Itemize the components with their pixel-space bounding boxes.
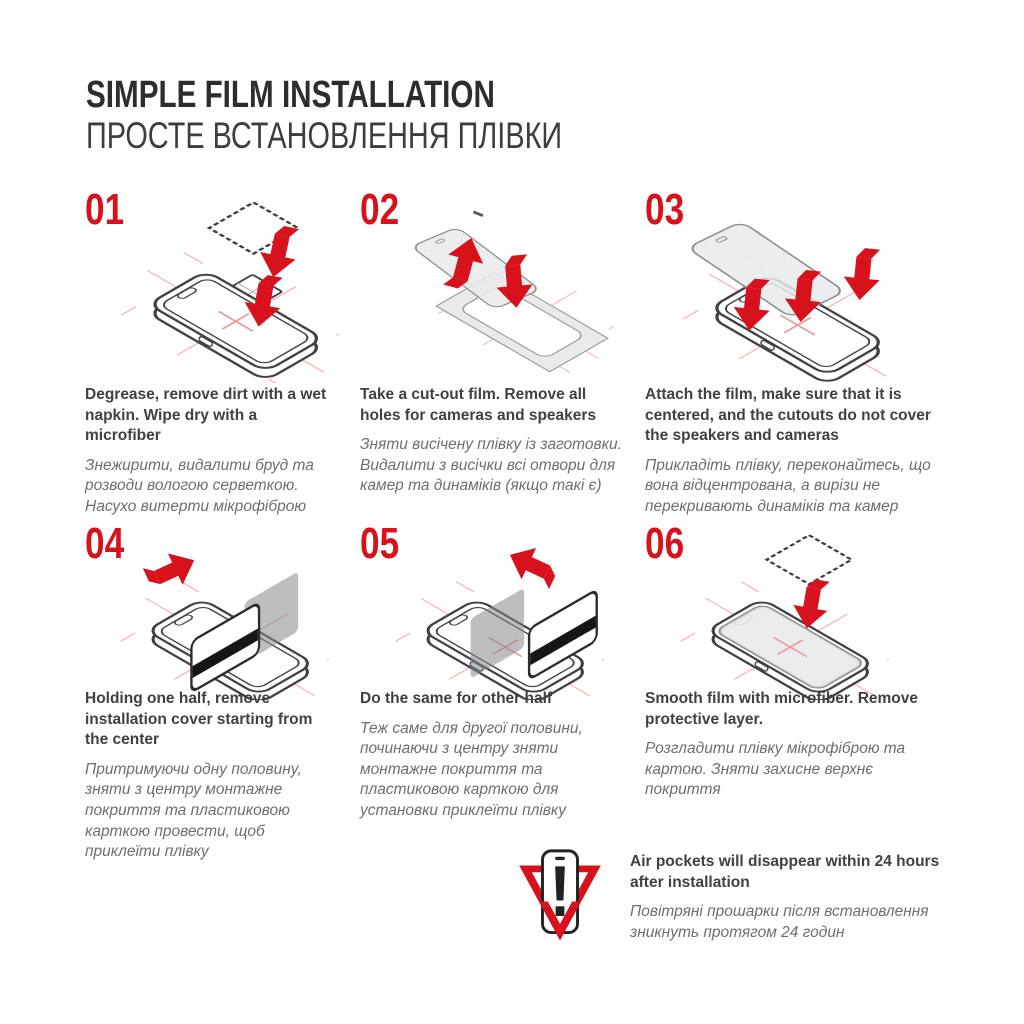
- step-instruction-uk: Притримуючи одну половину, зняти з центру монтажне покриття та пластиковою карткою провести, щоб приклеїти плівку: [85, 760, 302, 861]
- exclamation-dot: [556, 906, 565, 916]
- warning-note: [516, 846, 954, 953]
- phone-speaker: [555, 857, 565, 860]
- step-number: 01: [85, 185, 125, 234]
- step-number: 04: [85, 519, 125, 568]
- step-instruction-en: Take a cut-out film. Remove all holes for cameras and speakers: [360, 386, 597, 424]
- header: [86, 76, 696, 157]
- step-02-illustration: [386, 188, 614, 383]
- step-instruction-en: Degrease, remove dirt with a wet napkin. Wipe dry with a microfiber: [85, 386, 327, 445]
- step-instruction-uk: Знежирити, видалити бруд та розводи вологою серветкою. Насухо витерти мікрофіброю: [85, 456, 314, 516]
- step-06-illustration: [671, 522, 889, 700]
- cutout-piece: [473, 212, 483, 216]
- down-arrow-icon: [842, 246, 883, 302]
- step-05-illustration: [386, 522, 604, 700]
- step-number: 05: [360, 519, 400, 568]
- step-instruction-en: Holding one half, remove installation cover starting from the center: [85, 690, 313, 749]
- page-title: SIMPLE FILM INSTALLATION: [86, 74, 495, 116]
- step-instruction-uk: Зняти висічену плівку із заготовки. Видалити з висічки всі отвори для камер та динаміків (якщо такі є): [360, 436, 622, 495]
- step-instruction-en: Attach the film, make sure that it is centered, and the cutouts do not cover the speakers and cameras: [645, 386, 931, 445]
- step-instruction-uk: Розгладити плівку мікрофіброю та картою. Зняти захисне верхнє покриття: [645, 740, 906, 799]
- page-subtitle: ПРОСТЕ ВСТАНОВЛЕННЯ ПЛІВКИ: [86, 114, 563, 156]
- step-03-illustration: [671, 188, 899, 383]
- smartphone-icon: [148, 271, 323, 381]
- step-instruction-uk: Теж саме для другої половини, починаючи з центру зняти монтажне покриття та пластиковою карткою для установки приклеїти плівку: [360, 719, 583, 820]
- step-number: 02: [360, 185, 400, 234]
- step-number: 03: [645, 185, 685, 234]
- napkin-icon: [767, 535, 852, 584]
- peel-arrow-icon: [503, 539, 563, 591]
- warning-text-uk: Повітряні прошарки після встановлення зникнуть протягом 24 годин: [630, 903, 929, 941]
- exclamation-bar: [555, 866, 565, 900]
- warning-icon: [516, 846, 604, 953]
- step-01-illustration: [111, 188, 339, 383]
- step-instruction-uk: Прикладіть плівку, переконайтесь, що вона відцентрована, а вирізи не перекривають динаміків та камер: [645, 456, 931, 516]
- warning-text-en: Air pockets will disappear within 24 hours after installation: [630, 853, 940, 891]
- step-instruction-en: Do the same for other half: [360, 690, 553, 707]
- step-instruction-en: Smooth film with microfiber. Remove protective layer.: [645, 690, 919, 728]
- peel-arrow-icon: [142, 545, 202, 597]
- step-04-illustration: [111, 522, 329, 700]
- step-number: 06: [645, 519, 685, 568]
